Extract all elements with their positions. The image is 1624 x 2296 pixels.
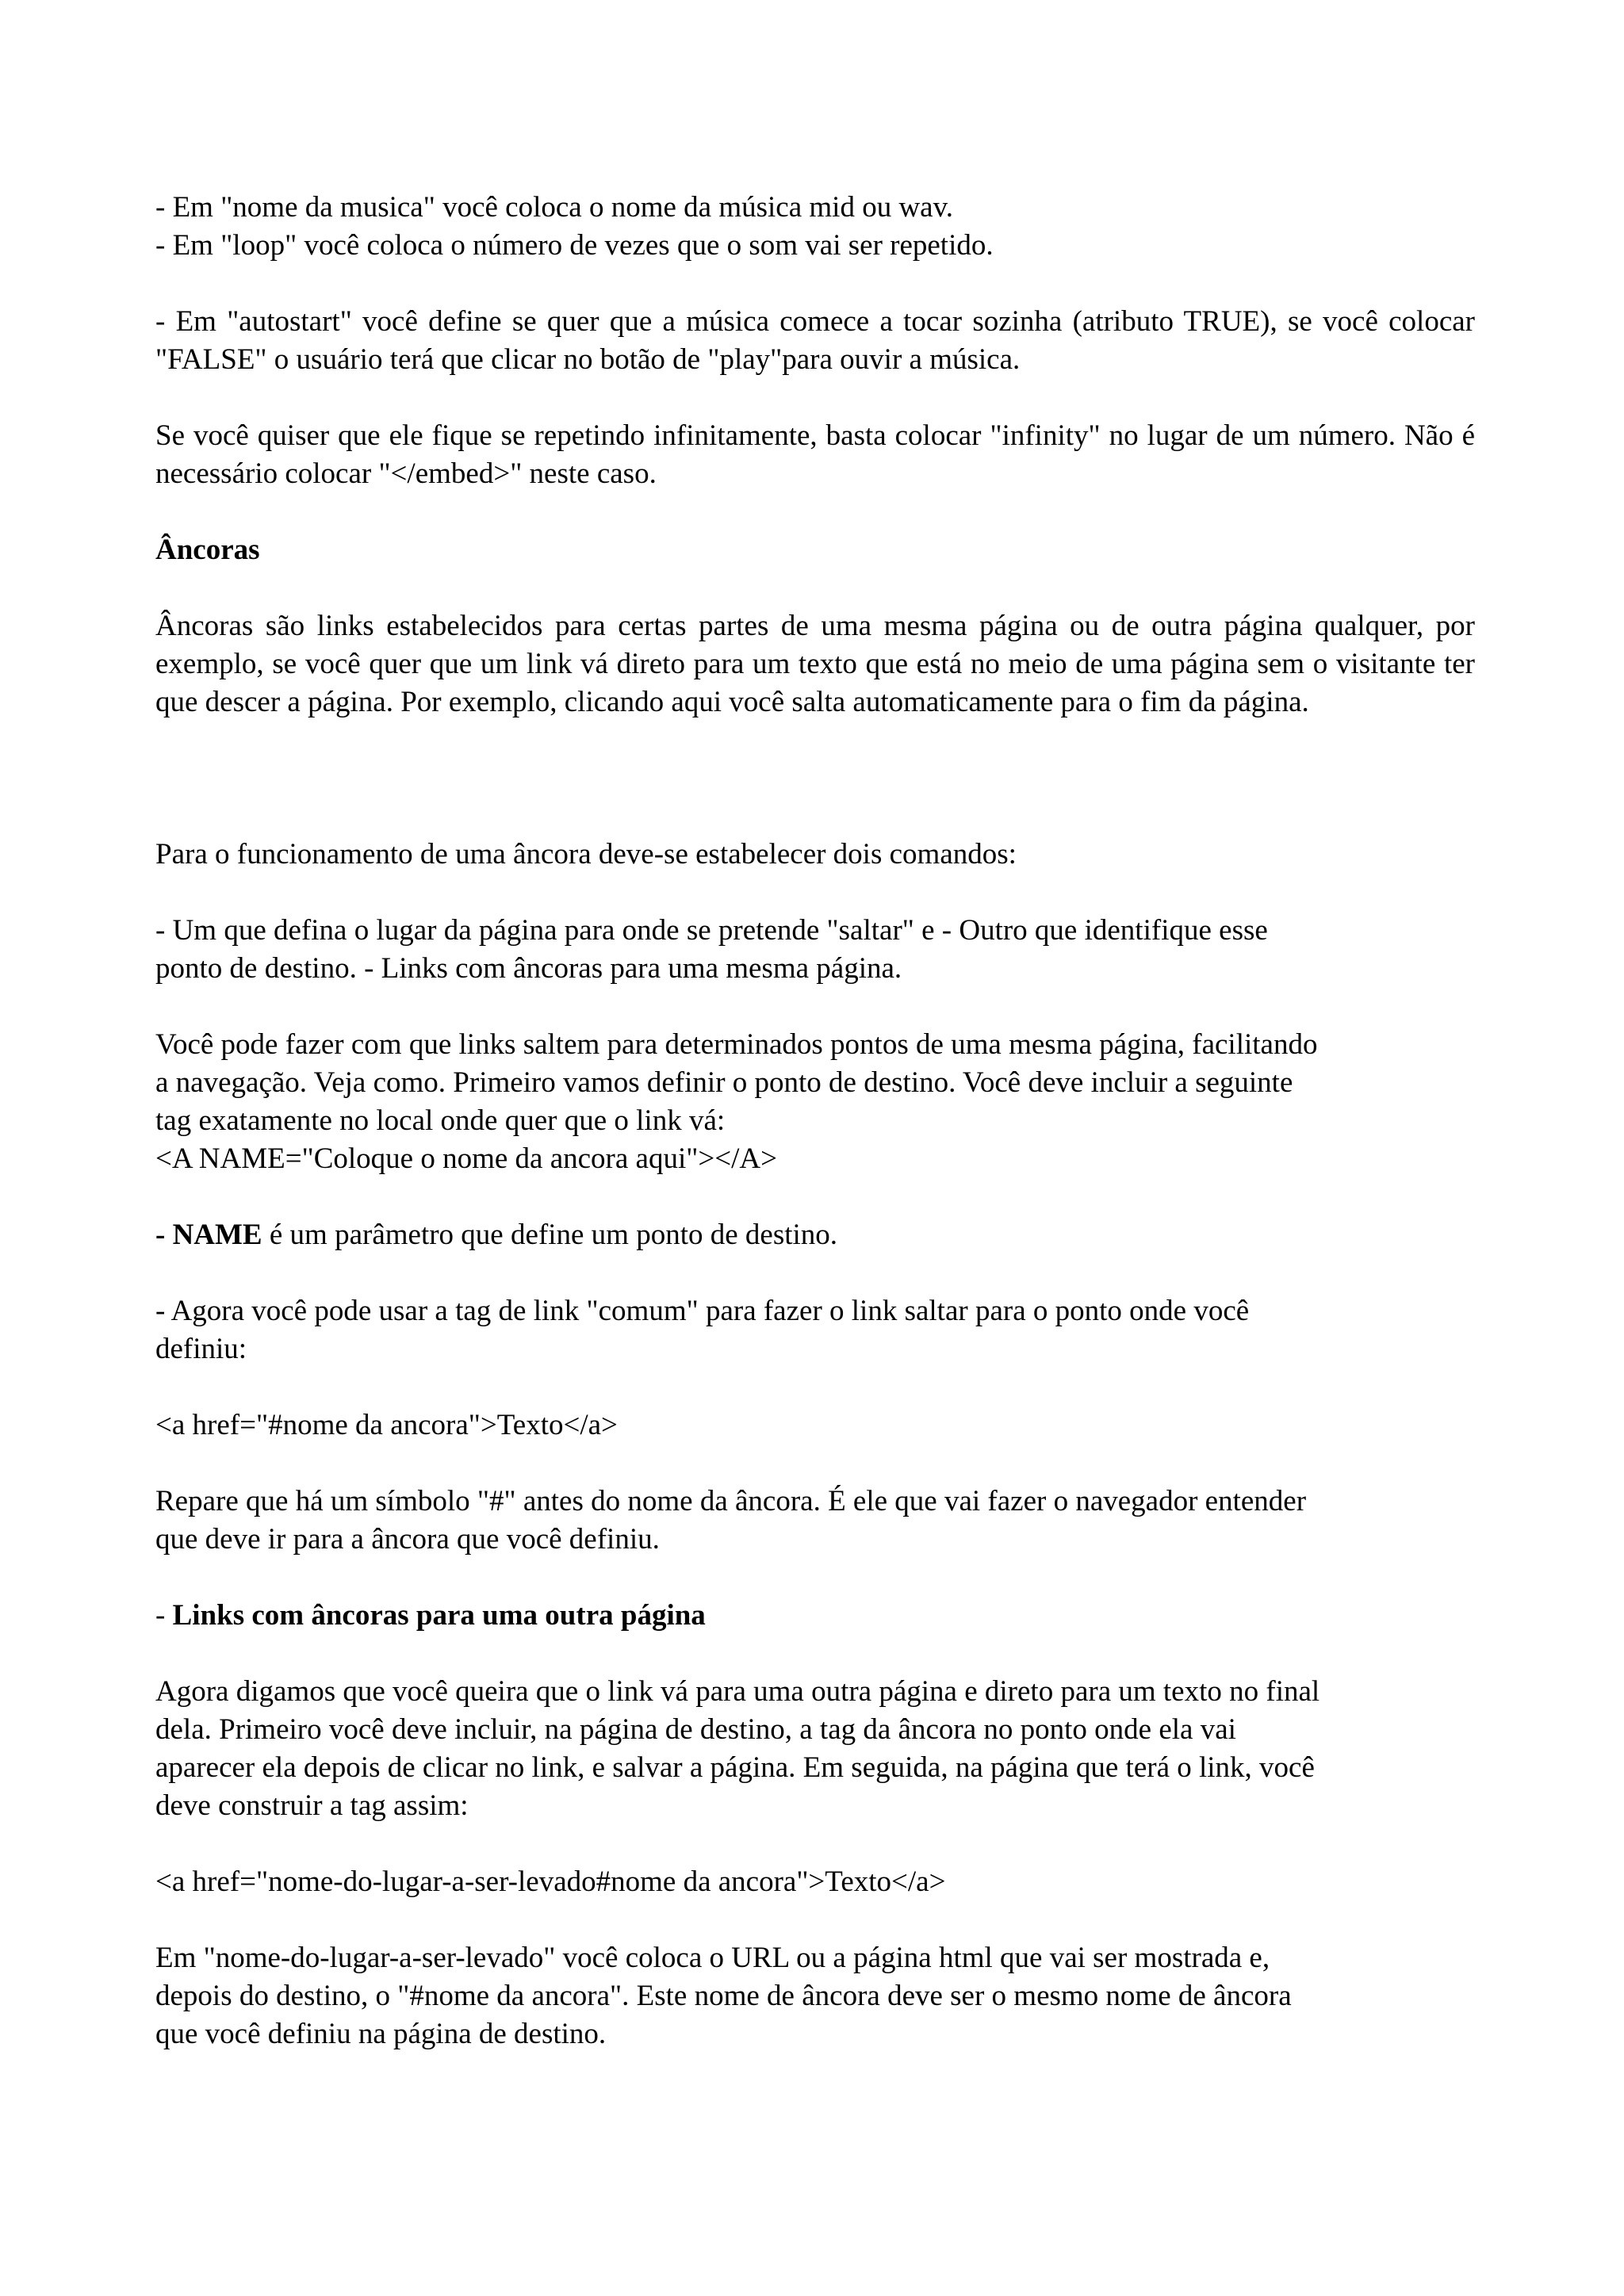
paragraph-outra-pagina (155, 1673, 1475, 1825)
text-line: dela. Primeiro você deve incluir, na página de destino, a tag da âncora no ponto onde ela vai (155, 1713, 1236, 1746)
text-line: tag exatamente no local onde quer que o link vá: (155, 1104, 726, 1137)
text-line: - Agora você pode usar a tag de link "comum" para fazer o link saltar para o ponto onde você (155, 1295, 1250, 1327)
text-line: que deve ir para a âncora que você definiu. (155, 1523, 660, 1556)
text-line: que você definiu na página de destino. (155, 2018, 607, 2050)
bold-name-label: - NAME (155, 1219, 262, 1251)
blank-space (155, 760, 1475, 836)
text-line: - Em "nome da musica" você coloca o nome da música mid ou wav. (155, 191, 953, 224)
heading-outra-pagina (155, 1597, 1475, 1635)
text-line: Agora digamos que você queira que o link vá para uma outra página e direto para um texto no final (155, 1675, 1320, 1708)
text-span: é um parâmetro que define um ponto de destino. (262, 1219, 838, 1251)
heading-ancoras: Âncoras (155, 534, 260, 566)
bold-heading: Links com âncoras para uma outra página (172, 1599, 706, 1632)
paragraph-mesma-pagina (155, 1026, 1475, 1178)
paragraph-ancoras-intro: Âncoras são links estabelecidos para certas partes de uma mesma página ou de outra página qualquer, por exemplo, se você quer que um link vá direto para um texto que está no meio de uma página sem o visitante ter que descer a página. Por exemplo, clicando aqui você salta automaticamente para o fim da página. (155, 610, 1475, 718)
code-example-external-anchor: <a href="nome-do-lugar-a-ser-levado#nome da ancora">Texto</a> (155, 1866, 946, 1898)
text-line: definiu: (155, 1333, 247, 1365)
text-line: - Um que defina o lugar da página para onde se pretende "saltar" e - Outro que identifique esse (155, 914, 1268, 947)
paragraph-comandos (155, 912, 1475, 988)
paragraph-autostart: - Em "autostart" você define se quer que a música comece a tocar sozinha (atributo TRUE), se você colocar "FALSE" o usuário terá que clicar no botão de "play"para ouvir a música. (155, 305, 1475, 376)
text-line: Repare que há um símbolo "#" antes do nome da âncora. É ele que vai fazer o navegador entender (155, 1485, 1307, 1517)
paragraph-name-parametro (155, 1216, 1475, 1254)
text-line: - Em "loop" você coloca o número de vezes que o som vai ser repetido. (155, 229, 994, 262)
paragraph-infinity: Se você quiser que ele fique se repetindo infinitamente, basta colocar "infinity" no lugar de um número. Não é necessário colocar "</embed>" neste caso. (155, 419, 1475, 490)
code-example-anchor-link: <a href="#nome da ancora">Texto</a> (155, 1409, 618, 1441)
text-line: depois do destino, o "#nome da ancora". Este nome de âncora deve ser o mesmo nome de âncora (155, 1980, 1292, 2012)
text-span: - (155, 1599, 173, 1632)
text-line: aparecer ela depois de clicar no link, e salvar a página. Em seguida, na página que terá o link, você (155, 1751, 1315, 1784)
paragraph-simbolo-hash (155, 1483, 1475, 1559)
code-line: <A NAME="Coloque o nome da ancora aqui"></A> (155, 1142, 777, 1175)
document-body (155, 189, 1475, 2091)
paragraph-link-comum (155, 1292, 1475, 1368)
text-line: deve construir a tag assim: (155, 1789, 469, 1822)
paragraph-funcionamento: Para o funcionamento de uma âncora deve-se estabelecer dois comandos: (155, 838, 1017, 871)
paragraph-nome-loop (155, 189, 1475, 265)
text-line: Em "nome-do-lugar-a-ser-levado" você coloca o URL ou a página html que vai ser mostrada e, (155, 1942, 1270, 1974)
text-line: a navegação. Veja como. Primeiro vamos definir o ponto de destino. Você deve incluir a seguinte (155, 1066, 1293, 1099)
text-line: ponto de destino. - Links com âncoras para uma mesma página. (155, 952, 902, 985)
text-line: Você pode fazer com que links saltem para determinados pontos de uma mesma página, facilitando (155, 1028, 1318, 1061)
paragraph-url-explicacao (155, 1939, 1475, 2053)
